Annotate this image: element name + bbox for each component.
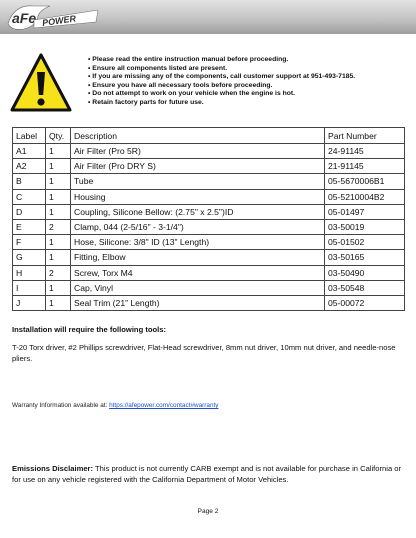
table-row [13, 144, 405, 159]
cell-qty: 2 [46, 219, 71, 234]
table-row [13, 219, 405, 234]
emissions-disclaimer [12, 464, 407, 485]
cell-label: A2 [13, 159, 46, 174]
warnings-list [88, 56, 408, 108]
cell-label: G [13, 250, 46, 265]
header-bar [0, 0, 416, 34]
cell-part-number: 03-50548 [325, 280, 405, 295]
table-row [13, 295, 405, 310]
table-row [13, 174, 405, 189]
page-number: Page 2 [197, 508, 219, 515]
warning-item: • Please read the entire instruction manual before proceeding. [88, 56, 408, 65]
warning-item: • Ensure all components listed are present. [88, 65, 408, 74]
cell-description: Air Filter (Pro 5R) [71, 144, 325, 159]
table-row [13, 280, 405, 295]
installation-heading: Installation will require the following tools: [12, 325, 166, 334]
parts-table [12, 127, 405, 311]
svg-text:aFe: aFe [12, 10, 37, 26]
cell-qty: 1 [46, 174, 71, 189]
cell-qty: 2 [46, 265, 71, 280]
warning-icon [10, 52, 72, 114]
cell-part-number: 03-50490 [325, 265, 405, 280]
cell-description: Hose, Silicone: 3/8" ID (13" Length) [71, 235, 325, 250]
cell-part-number: 05-5670006B1 [325, 174, 405, 189]
warning-item: • Do not attempt to work on your vehicle when the engine is hot. [88, 90, 408, 99]
table-row [13, 204, 405, 219]
cell-label: D [13, 204, 46, 219]
cell-description: Tube [71, 174, 325, 189]
header-label: Label [13, 128, 46, 144]
header-qty: Qty. [46, 128, 71, 144]
cell-part-number: 03-50019 [325, 219, 405, 234]
cell-part-number: 24-91145 [325, 144, 405, 159]
warning-item: • Retain factory parts for future use. [88, 99, 408, 108]
cell-qty: 1 [46, 144, 71, 159]
table-row [13, 235, 405, 250]
cell-label: E [13, 219, 46, 234]
cell-label: H [13, 265, 46, 280]
emissions-label: Emissions Disclaimer: [12, 464, 94, 473]
cell-part-number: 05-00072 [325, 295, 405, 310]
table-row [13, 265, 405, 280]
cell-description: Screw, Torx M4 [71, 265, 325, 280]
table-row [13, 250, 405, 265]
cell-description: Fitting, Elbow [71, 250, 325, 265]
cell-qty: 1 [46, 295, 71, 310]
cell-qty: 1 [46, 189, 71, 204]
svg-text:POWER: POWER [41, 13, 77, 29]
cell-description: Clamp, 044 (2-5/16" - 3-1/4") [71, 219, 325, 234]
tools-list: T-20 Torx driver, #2 Phillips screwdriver, Flat-Head screwdriver, 8mm nut driver, 10mm nut driver, and needle-nose pliers. [12, 343, 396, 363]
header-part-number: Part Number [325, 128, 405, 144]
cell-description: Coupling, Silicone Bellow: (2.75" x 2.5")ID [71, 204, 325, 219]
cell-qty: 1 [46, 235, 71, 250]
emissions-text: This product is not currently CARB exempt and is not available for purchase in California or for use on any vehicle registered with the California Department of Motor Vehicles. [12, 464, 402, 484]
cell-description: Air Filter (Pro DRY S) [71, 159, 325, 174]
cell-part-number: 05-5210004B2 [325, 189, 405, 204]
cell-label: I [13, 280, 46, 295]
cell-part-number: 03-50165 [325, 250, 405, 265]
table-header-row [13, 128, 405, 144]
table-row [13, 189, 405, 204]
cell-qty: 1 [46, 250, 71, 265]
cell-part-number: 21-91145 [325, 159, 405, 174]
header-description: Description [71, 128, 325, 144]
warning-item: • If you are missing any of the components, call customer support at 951-493-7185. [88, 73, 408, 82]
table-row [13, 159, 405, 174]
cell-qty: 1 [46, 204, 71, 219]
cell-label: J [13, 295, 46, 310]
cell-description: Housing [71, 189, 325, 204]
afe-power-logo [4, 2, 100, 32]
cell-description: Seal Trim (21” Length) [71, 295, 325, 310]
warning-item: • Ensure you have all necessary tools before proceeding. [88, 82, 408, 91]
cell-part-number: 05-01502 [325, 235, 405, 250]
cell-label: C [13, 189, 46, 204]
cell-qty: 1 [46, 280, 71, 295]
warranty-info [12, 402, 219, 409]
cell-part-number: 05-01497 [325, 204, 405, 219]
cell-label: F [13, 235, 46, 250]
cell-qty: 1 [46, 159, 71, 174]
cell-label: A1 [13, 144, 46, 159]
warranty-label: Warranty Information available at: [12, 402, 110, 409]
cell-label: B [13, 174, 46, 189]
warranty-link[interactable]: https://afepower.com/contact#warranty [109, 402, 219, 409]
cell-description: Cap, Vinyl [71, 280, 325, 295]
